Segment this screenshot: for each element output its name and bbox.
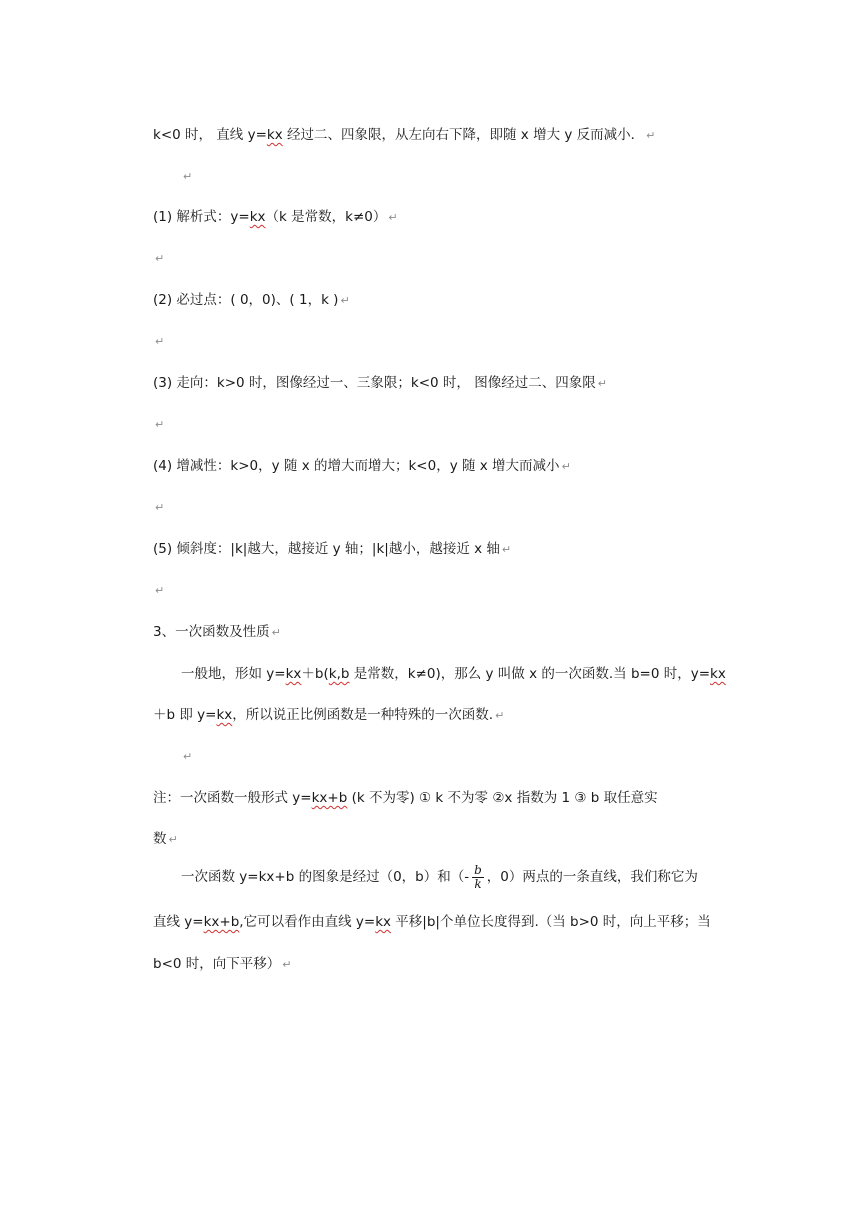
section-heading: 3、一次函数及性质 ↵ — [153, 624, 281, 640]
paragraph-mark-icon: ↵ — [495, 709, 505, 722]
text-line-linear-def-cont: ＋b 即 y=kx，所以说正比例函数是一种特殊的一次函数. ↵ — [153, 707, 505, 723]
paragraph-mark-icon: ↵ — [155, 501, 165, 514]
empty-paragraph — [153, 414, 164, 435]
text-line-k-negative: k<0 时， 直线 y=kx 经过二、四象限，从左向右下降，即随 x 增大 y 反而减小． ↵ — [153, 127, 656, 143]
paragraph-mark-icon: ↵ — [155, 252, 165, 265]
paragraph-mark-icon: ↵ — [561, 460, 571, 473]
text-line-direction: (3) 走向：k>0 时，图像经过一、三象限；k<0 时， 图像经过二、四象限 ↵ — [153, 375, 607, 391]
empty-paragraph — [153, 331, 164, 352]
text-line-note-cont: 数 ↵ — [153, 831, 178, 847]
paragraph-mark-icon: ↵ — [388, 211, 398, 224]
empty-paragraph — [181, 746, 192, 767]
paragraph-mark-icon: ↵ — [155, 418, 165, 431]
text-line-formula: (1) 解析式：y=kx（k 是常数，k≠0） ↵ — [153, 209, 398, 225]
empty-paragraph — [153, 580, 164, 601]
empty-paragraph — [153, 248, 164, 269]
text-line-graph: 一次函数 y=kx+b 的图象是经过（0，b）和（- $\frac{b}{k}$ ，0）两点的一条直线，我们称它为 — [181, 862, 698, 891]
empty-paragraph — [153, 497, 164, 518]
text-line-linear-def: 一般地，形如 y=kx＋b(k,b 是常数，k≠0)，那么 y 叫做 x 的一次函数.当 b=0 时，y=kx — [181, 666, 726, 682]
text-line-translation-cont: b<0 时，向下平移） ↵ — [153, 956, 292, 972]
paragraph-mark-icon: ↵ — [282, 958, 292, 971]
paragraph-mark-icon: ↵ — [183, 750, 193, 763]
text-line-points: (2) 必过点：( 0，0)、( 1，k ) ↵ — [153, 292, 350, 308]
paragraph-mark-icon: ↵ — [271, 626, 281, 639]
text-line-translation: 直线 y=kx+b,它可以看作由直线 y=kx 平移|b|个单位长度得到.（当 b>0 时，向上平移；当 — [153, 914, 711, 930]
fraction-b-over-k: $\frac{b}{k}$ — [474, 862, 482, 891]
paragraph-mark-icon: ↵ — [597, 377, 607, 390]
paragraph-mark-icon: ↵ — [646, 129, 656, 142]
paragraph-mark-icon: ↵ — [501, 543, 512, 556]
text-line-monotonicity: (4) 增减性：k>0，y 随 x 的增大而增大；k<0，y 随 x 增大而减小 ↵ — [153, 458, 571, 474]
paragraph-mark-icon: ↵ — [340, 294, 350, 307]
paragraph-mark-icon: ↵ — [183, 170, 193, 183]
paragraph-mark-icon: ↵ — [168, 833, 178, 846]
text-line-note: 注：一次函数一般形式 y=kx+b (k 不为零) ① k 不为零 ②x 指数为 1 ③ b 取任意实 — [153, 790, 658, 806]
empty-paragraph — [181, 166, 192, 187]
paragraph-mark-icon: ↵ — [155, 584, 165, 597]
paragraph-mark-icon: ↵ — [155, 335, 165, 348]
text-line-slope: (5) 倾斜度：|k|越大，越接近 y 轴；|k|越小，越接近 x 轴 ↵ — [153, 541, 512, 557]
